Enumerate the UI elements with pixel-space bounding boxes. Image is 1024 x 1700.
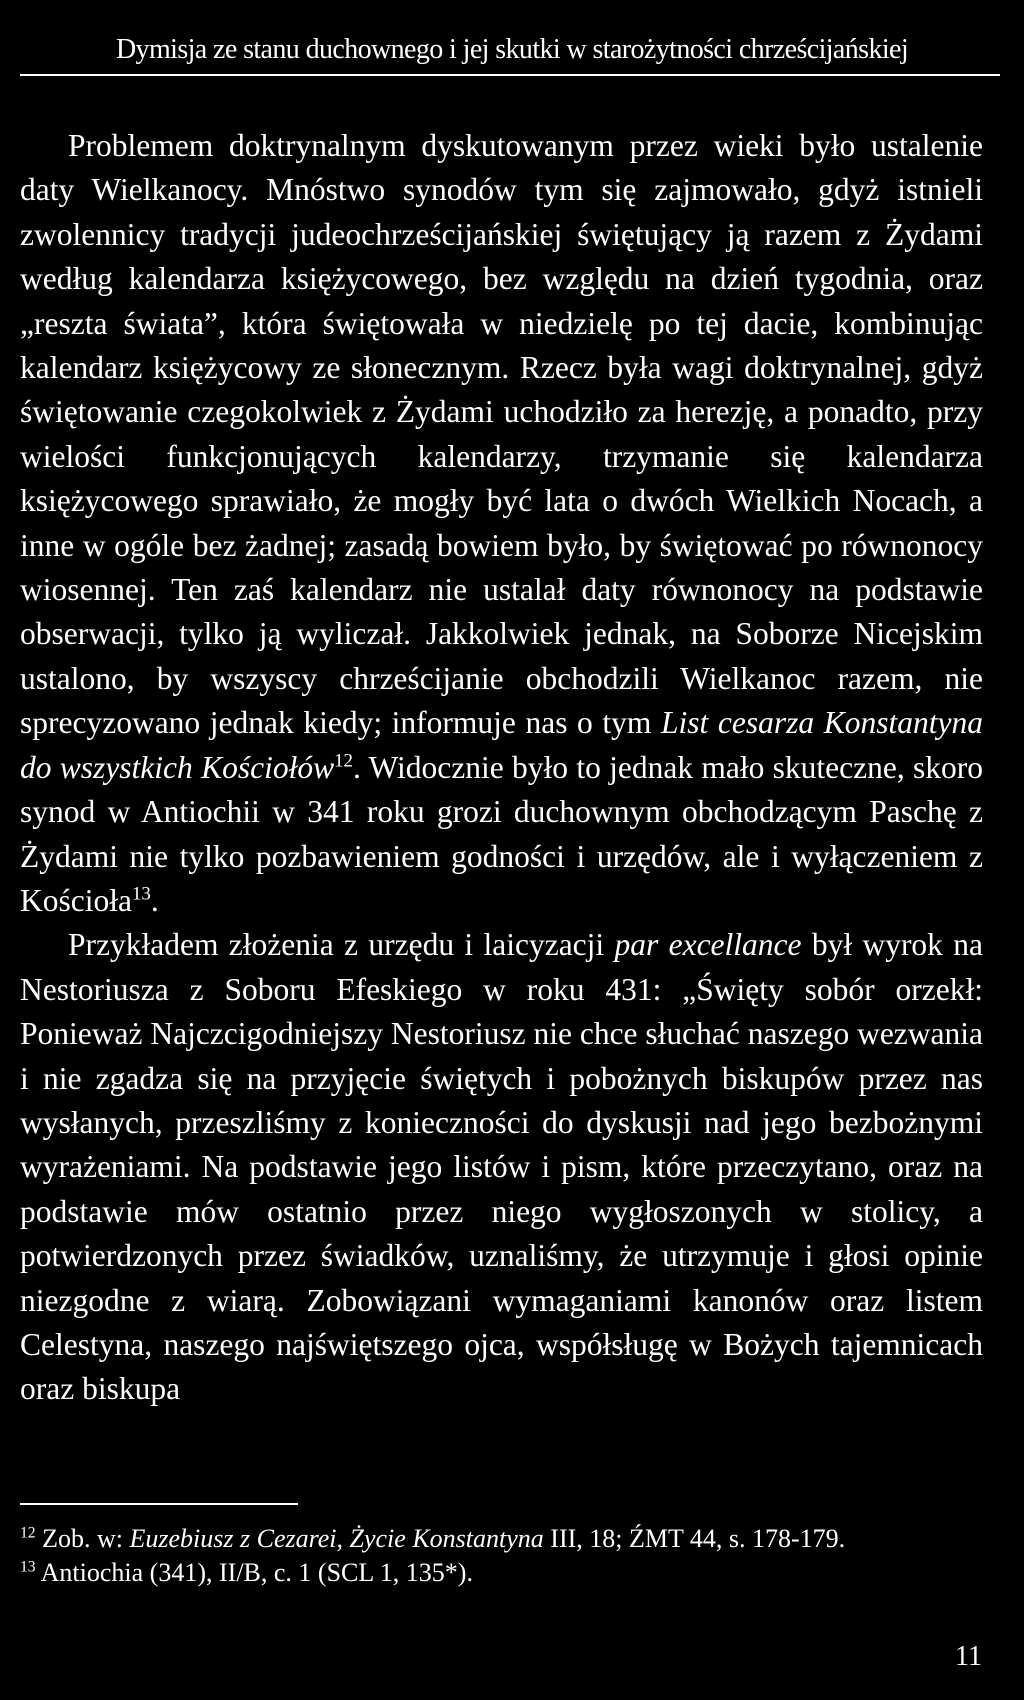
running-head: Dymisja ze stanu duchownego i jej skutki w starożytności chrześcijańskiej [115, 34, 909, 65]
footnote-13 [20, 1556, 1000, 1590]
footnotes [20, 1522, 1000, 1590]
footnote-rule [20, 1503, 298, 1505]
footnote-number: 13 [20, 1558, 36, 1576]
paragraph-2-italic-phrase: par excellance [614, 927, 802, 963]
footnote-12-italic: Euzebiusz z Cezarei, Życie Konstantyna [129, 1524, 544, 1553]
paragraph-2-text-b: był wyrok na Nestoriusza z Soboru Efeskiego w roku 431: „Święty sobór orzekł: Ponieważ Najczcigodniejszy Nestoriusz nie chce słuchać naszego wezwania i nie zgadza się na przyjęcie świętych i pobożnych biskupów przez nas wysłanych, przeszliśmy z konieczności do dyskusji nad jego bezbożnymi wyrażeniami. Na podstawie jego listów i pism, które przeczytano, oraz na podstawie mów ostatnio przez niego wygłoszonych w stolicy, a potwierdzonych przez świadków, uznaliśmy, że utrzymuje i głosi opinie niezgodne z wiarą. Zobowiązani wymaganiami kanonów oraz listem Celestyna, naszego najświętszego ojca, współsługę w Bożych tajemnicach oraz biskupa [20, 927, 983, 1407]
footnote-12-suffix: III, 18; ŹMT 44, s. 178-179. [543, 1524, 846, 1553]
footnote-12 [20, 1522, 1000, 1556]
body-text [20, 124, 983, 1412]
header-rule [20, 74, 1000, 76]
footnote-12-prefix: Zob. w: [35, 1524, 130, 1553]
paragraph-1-text-c: . [150, 882, 159, 918]
paragraph-2-text-a: Przykładem złożenia z urzędu i laicyzacji [68, 927, 615, 963]
paragraph-2 [20, 923, 983, 1411]
footnote-number: 12 [20, 1524, 36, 1542]
footnote-ref-13: 13 [131, 883, 151, 905]
paragraph-1-text-a: Problemem doktrynalnym dyskutowanym przez wieki było ustalenie daty Wielkanocy. Mnóstwo synodów tym się zajmowało, gdyż istnieli zwolennicy tradycji judeochrześcijańskiej świętujący ją razem z Żydami według kalendarza księżycowego, bez względu na dzień tygodnia, oraz „reszta świata”, która świętowała w niedzielę po tej dacie, kombinując kalendarz księżycowy ze słonecznym. Rzecz była wagi doktrynalnej, gdyż świętowanie czegokolwiek z Żydami uchodziło za herezję, a ponadto, przy wielości funkcjonujących kalendarzy, trzymanie się kalendarza księżycowego sprawiało, że mogły być lata o dwóch Wielkich Nocach, a inne w ogóle bez żadnej; zasadą bowiem było, by świętować po równonocy wiosennej. Ten zaś kalendarz nie ustalał daty równonocy na podstawie obserwacji, tylko ją wyliczał. Jakkolwiek jednak, na Soborze Nicejskim ustalono, by wszyscy chrześcijanie obchodzili Wielkanoc razem, nie sprecyzowano jednak kiedy; informuje nas o tym [20, 128, 983, 741]
paragraph-1 [20, 124, 983, 923]
paragraph-1-italic-title: List cesarza Konstantyna do wszystkich Kościołów [20, 705, 983, 785]
footnote-ref-12: 12 [334, 750, 353, 772]
paragraph-1-text-b: . Widocznie było to jednak mało skuteczne, skoro synod w Antiochii w 341 roku grozi duchownym obchodzącym Paschę z Żydami nie tylko pozbawieniem godności i urzędów, ale i wyłączeniem z Kościoła [20, 749, 984, 918]
footnote-13-text: Antiochia (341), II/B, c. 1 (SCL 1, 135*). [35, 1558, 473, 1587]
page-number: 11 [955, 1641, 982, 1672]
